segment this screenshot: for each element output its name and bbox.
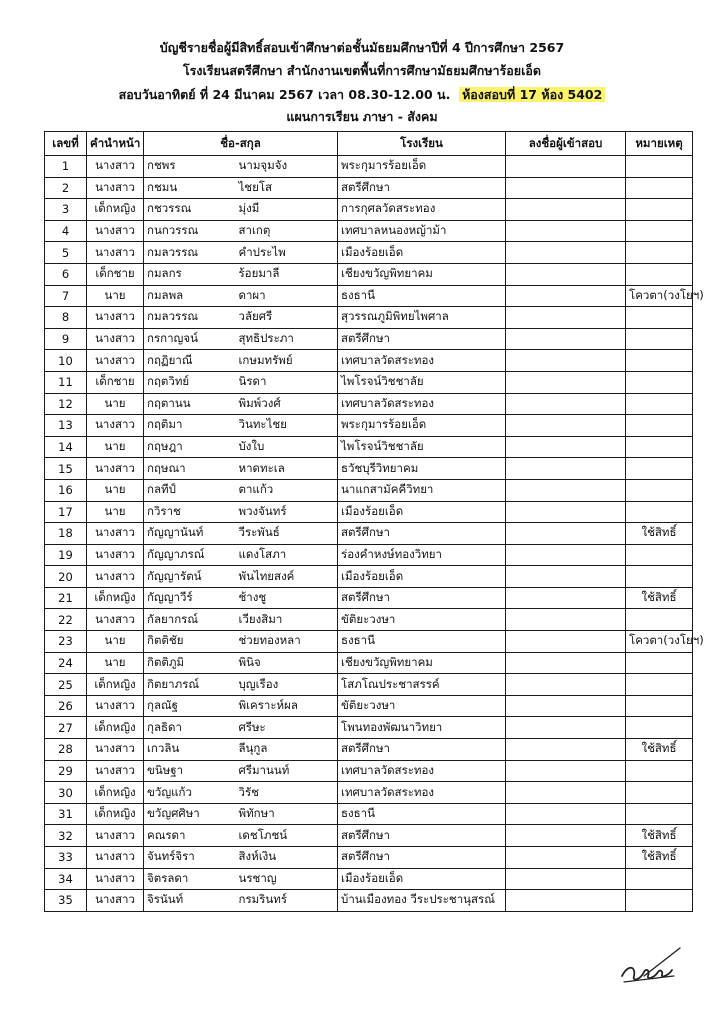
study-plan: แผนการเรียน ภาษา - สังคม [286, 109, 438, 124]
remark [626, 220, 693, 242]
signature-cell [506, 523, 626, 545]
signature-cell [506, 695, 626, 717]
first-name: ขวัญศศิษา [144, 803, 236, 825]
table-header-row [45, 132, 693, 156]
first-name: กัญญาวีร์ [144, 587, 236, 609]
table-row [45, 523, 693, 545]
first-name: กชมน [144, 177, 236, 199]
signature-cell [506, 458, 626, 480]
signature-cell [506, 825, 626, 847]
last-name: ศรีษะ [236, 717, 338, 739]
table-row [45, 371, 693, 393]
last-name: พิมพ์วงศ์ [236, 393, 338, 415]
first-name: กลทีป์ [144, 479, 236, 501]
row-number: 8 [45, 307, 87, 329]
last-name: วลัยศรี [236, 307, 338, 329]
table-row [45, 307, 693, 329]
table-row [45, 717, 693, 739]
table-row [45, 825, 693, 847]
row-number: 35 [45, 890, 87, 912]
signature-cell [506, 609, 626, 631]
first-name: กิตยาภรณ์ [144, 674, 236, 696]
last-name: เดชโภชน์ [236, 825, 338, 847]
school-name: สตรีศึกษา [338, 847, 506, 869]
remark [626, 760, 693, 782]
last-name: มุ่งมี [236, 199, 338, 221]
table-row [45, 458, 693, 480]
school-name: ร่องคำหงษ์ทองวิทยา [338, 544, 506, 566]
last-name: วีระพันธ์ [236, 523, 338, 545]
name-prefix: เด็กหญิง [87, 803, 144, 825]
first-name: กชพร [144, 156, 236, 178]
name-prefix: นางสาว [87, 847, 144, 869]
row-number: 34 [45, 868, 87, 890]
table-row [45, 782, 693, 804]
remark: ใช้สิทธิ์ [626, 587, 693, 609]
name-prefix: นางสาว [87, 739, 144, 761]
signature-cell [506, 220, 626, 242]
last-name: พิทักษา [236, 803, 338, 825]
school-name: สตรีศึกษา [338, 739, 506, 761]
row-number: 1 [45, 156, 87, 178]
school-name: ธวัชบุรีวิทยาคม [338, 458, 506, 480]
row-number: 30 [45, 782, 87, 804]
name-prefix: นางสาว [87, 242, 144, 264]
school-name: เมืองร้อยเอ็ด [338, 242, 506, 264]
first-name: กวิราช [144, 501, 236, 523]
school-name: โสภโณประชาสรรค์ [338, 674, 506, 696]
signature-cell [506, 479, 626, 501]
last-name: ช้างชู [236, 587, 338, 609]
name-prefix: นางสาว [87, 609, 144, 631]
first-name: กฤติมา [144, 415, 236, 437]
last-name: เวียงสิมา [236, 609, 338, 631]
table-row [45, 220, 693, 242]
school-name: ธงธานี [338, 285, 506, 307]
row-number: 33 [45, 847, 87, 869]
remark: ใช้สิทธิ์ [626, 847, 693, 869]
last-name: บังใบ [236, 436, 338, 458]
table-row [45, 566, 693, 588]
remark [626, 393, 693, 415]
remark [626, 177, 693, 199]
signature-cell [506, 890, 626, 912]
school-name: เทศบาลหนองหญ้าม้า [338, 220, 506, 242]
remark [626, 156, 693, 178]
last-name: นรชาญ [236, 868, 338, 890]
last-name: ไชยโส [236, 177, 338, 199]
row-number: 15 [45, 458, 87, 480]
table-row [45, 868, 693, 890]
last-name: ช่วยทองหลา [236, 631, 338, 653]
first-name: กฤตานน [144, 393, 236, 415]
remark [626, 501, 693, 523]
remark: ใช้สิทธิ์ [626, 523, 693, 545]
first-name: กมลพล [144, 285, 236, 307]
first-name: กัลยากรณ์ [144, 609, 236, 631]
remark [626, 652, 693, 674]
school-name: เทศบาลวัดสระทอง [338, 350, 506, 372]
candidate-table [44, 131, 704, 912]
remark [626, 242, 693, 264]
row-number: 21 [45, 587, 87, 609]
first-name: ขนิษฐา [144, 760, 236, 782]
first-name: กฤษณา [144, 458, 236, 480]
table-row [45, 328, 693, 350]
first-name: จันทร์จิรา [144, 847, 236, 869]
remark [626, 782, 693, 804]
name-prefix: นางสาว [87, 350, 144, 372]
signature-cell [506, 587, 626, 609]
table-row [45, 436, 693, 458]
school-name: พระกุมารร้อยเอ็ด [338, 156, 506, 178]
row-number: 11 [45, 371, 87, 393]
school-name: การกุศลวัดสระทอง [338, 199, 506, 221]
remark [626, 458, 693, 480]
school-name: พระกุมารร้อยเอ็ด [338, 415, 506, 437]
name-prefix: นางสาว [87, 825, 144, 847]
row-number: 18 [45, 523, 87, 545]
signature-cell [506, 803, 626, 825]
school-name: เชียงขวัญพิทยาคม [338, 652, 506, 674]
first-name: กมลวรรณ [144, 307, 236, 329]
table-row [45, 501, 693, 523]
first-name: กิตติชัย [144, 631, 236, 653]
row-number: 19 [45, 544, 87, 566]
handwritten-signature [616, 936, 688, 988]
row-number: 7 [45, 285, 87, 307]
school-name: ไพโรจน์วิชชาลัย [338, 371, 506, 393]
last-name: คำประไพ [236, 242, 338, 264]
first-name: กมลกร [144, 263, 236, 285]
table-row [45, 631, 693, 653]
first-name: กัญญาภรณ์ [144, 544, 236, 566]
last-name: บุญเรือง [236, 674, 338, 696]
row-number: 3 [45, 199, 87, 221]
remark: โควตา(วงโยฯ) [626, 285, 693, 307]
row-number: 32 [45, 825, 87, 847]
table-row [45, 285, 693, 307]
last-name: สิงห์เงิน [236, 847, 338, 869]
school-name: เมืองร้อยเอ็ด [338, 868, 506, 890]
row-number: 26 [45, 695, 87, 717]
signature-cell [506, 415, 626, 437]
remark [626, 307, 693, 329]
remark [626, 566, 693, 588]
signature-cell [506, 674, 626, 696]
first-name: จิตรลดา [144, 868, 236, 890]
table-row [45, 156, 693, 178]
name-prefix: เด็กชาย [87, 263, 144, 285]
exam-room-highlight: ห้องสอบที่ 17 ห้อง 5402 [459, 87, 605, 102]
signature-cell [506, 393, 626, 415]
table-row [45, 415, 693, 437]
row-number: 24 [45, 652, 87, 674]
remark [626, 717, 693, 739]
signature-cell [506, 868, 626, 890]
document-title: บัญชีรายชื่อผู้มีสิทธิ์สอบเข้าศึกษาต่อชั้นมัธยมศึกษาปีที่ 4 ปีการศึกษา 2567 [159, 40, 565, 55]
remark [626, 199, 693, 221]
name-prefix: เด็กหญิง [87, 674, 144, 696]
school-name: เมืองร้อยเอ็ด [338, 566, 506, 588]
table-row [45, 652, 693, 674]
signature-cell [506, 544, 626, 566]
row-number: 14 [45, 436, 87, 458]
school-name: เชียงขวัญพิทยาคม [338, 263, 506, 285]
name-prefix: เด็กหญิง [87, 587, 144, 609]
school-name: สุวรรณภูมิพิทยไพศาล [338, 307, 506, 329]
remark [626, 263, 693, 285]
signature-cell [506, 652, 626, 674]
first-name: กมลวรรณ [144, 242, 236, 264]
first-name: ขวัญแก้ว [144, 782, 236, 804]
school-subtitle: โรงเรียนสตรีศึกษา สำนักงานเขตพื้นที่การศึกษามัธยมศึกษาร้อยเอ็ด [182, 63, 542, 78]
remark [626, 695, 693, 717]
name-prefix: นางสาว [87, 156, 144, 178]
name-prefix: นาย [87, 285, 144, 307]
remark: โควตา(วงโยฯ) [626, 631, 693, 653]
first-name: กรกาญจน์ [144, 328, 236, 350]
name-prefix: นางสาว [87, 328, 144, 350]
school-name: ธงธานี [338, 803, 506, 825]
signature-cell [506, 156, 626, 178]
remark [626, 436, 693, 458]
last-name: พินิจ [236, 652, 338, 674]
school-name: บ้านเมืองทอง วีระประชานุสรณ์ [338, 890, 506, 912]
signature-cell [506, 501, 626, 523]
table-row [45, 803, 693, 825]
name-prefix: เด็กหญิง [87, 717, 144, 739]
first-name: กชวรรณ [144, 199, 236, 221]
signature-cell [506, 739, 626, 761]
name-prefix: นาย [87, 393, 144, 415]
school-name: เทศบาลวัดสระทอง [338, 393, 506, 415]
table-row [45, 479, 693, 501]
last-name: แดงโสภา [236, 544, 338, 566]
row-number: 28 [45, 739, 87, 761]
name-prefix: เด็กชาย [87, 371, 144, 393]
signature-cell [506, 199, 626, 221]
name-prefix: นางสาว [87, 566, 144, 588]
remark [626, 674, 693, 696]
signature-cell [506, 782, 626, 804]
table-body [45, 156, 704, 912]
first-name: จิรนันท์ [144, 890, 236, 912]
first-name: กฤษฎา [144, 436, 236, 458]
last-name: สุทธิประภา [236, 328, 338, 350]
school-name: โพนทองพัฒนาวิทยา [338, 717, 506, 739]
last-name: พันไทยสงค์ [236, 566, 338, 588]
signature-cell [506, 263, 626, 285]
table-row [45, 739, 693, 761]
signature-cell [506, 177, 626, 199]
name-prefix: นางสาว [87, 868, 144, 890]
signature-cell [506, 566, 626, 588]
name-prefix: นางสาว [87, 458, 144, 480]
name-prefix: นางสาว [87, 760, 144, 782]
table-row [45, 177, 693, 199]
remark: ใช้สิทธิ์ [626, 825, 693, 847]
row-number: 10 [45, 350, 87, 372]
signature-cell [506, 717, 626, 739]
exam-date-time: สอบวันอาทิตย์ ที่ 24 มีนาคม 2567 เวลา 08.30-12.00 น. [118, 87, 451, 102]
name-prefix: นางสาว [87, 890, 144, 912]
header-signature: ลงชื่อผู้เข้าสอบ [506, 132, 626, 156]
table-row [45, 674, 693, 696]
remark [626, 415, 693, 437]
name-prefix: นางสาว [87, 177, 144, 199]
first-name: คณรดา [144, 825, 236, 847]
remark [626, 544, 693, 566]
name-prefix: นาย [87, 631, 144, 653]
signature-cell [506, 242, 626, 264]
row-number: 13 [45, 415, 87, 437]
first-name: กฤตวิทย์ [144, 371, 236, 393]
signature-cell [506, 847, 626, 869]
table-row [45, 760, 693, 782]
last-name: กรมรินทร์ [236, 890, 338, 912]
row-number: 9 [45, 328, 87, 350]
header-school: โรงเรียน [338, 132, 506, 156]
school-name: ธงธานี [338, 631, 506, 653]
signature-cell [506, 307, 626, 329]
first-name: กุลณัฐ [144, 695, 236, 717]
remark [626, 803, 693, 825]
row-number: 6 [45, 263, 87, 285]
row-number: 5 [45, 242, 87, 264]
first-name: กัญญานันท์ [144, 523, 236, 545]
first-name: กุลธิดา [144, 717, 236, 739]
remark: ใช้สิทธิ์ [626, 739, 693, 761]
signature-cell [506, 328, 626, 350]
signature-cell [506, 371, 626, 393]
remark [626, 609, 693, 631]
school-name: ขัติยะวงษา [338, 609, 506, 631]
table-row [45, 847, 693, 869]
name-prefix: นางสาว [87, 523, 144, 545]
row-number: 23 [45, 631, 87, 653]
last-name: วินทะไชย [236, 415, 338, 437]
name-prefix: นางสาว [87, 220, 144, 242]
remark [626, 328, 693, 350]
school-name: สตรีศึกษา [338, 825, 506, 847]
name-prefix: นาย [87, 479, 144, 501]
name-prefix: นาย [87, 652, 144, 674]
school-name: ขัติยะวงษา [338, 695, 506, 717]
signature-cell [506, 760, 626, 782]
name-prefix: นางสาว [87, 695, 144, 717]
name-prefix: เด็กหญิง [87, 199, 144, 221]
header-title: คำนำหน้า [87, 132, 144, 156]
row-number: 16 [45, 479, 87, 501]
last-name: ลีนุกูล [236, 739, 338, 761]
last-name: นามจุมจัง [236, 156, 338, 178]
table-row [45, 609, 693, 631]
first-name: กัญญารัตน์ [144, 566, 236, 588]
name-prefix: นางสาว [87, 415, 144, 437]
row-number: 2 [45, 177, 87, 199]
row-number: 25 [45, 674, 87, 696]
last-name: วิรัช [236, 782, 338, 804]
header-name: ชื่อ-สกุล [144, 132, 338, 156]
signature-cell [506, 436, 626, 458]
remark [626, 868, 693, 890]
table-row [45, 890, 693, 912]
row-number: 31 [45, 803, 87, 825]
first-name: เกวลิน [144, 739, 236, 761]
exam-schedule [0, 85, 724, 105]
school-name: เทศบาลวัดสระทอง [338, 782, 506, 804]
table-row [45, 242, 693, 264]
name-prefix: เด็กหญิง [87, 782, 144, 804]
school-name: ไพโรจน์วิชชาลัย [338, 436, 506, 458]
row-number: 27 [45, 717, 87, 739]
last-name: ร้อยมาลี [236, 263, 338, 285]
school-name: เทศบาลวัดสระทอง [338, 760, 506, 782]
table-row [45, 544, 693, 566]
first-name: กนกวรรณ [144, 220, 236, 242]
signature-cell [506, 631, 626, 653]
row-number: 22 [45, 609, 87, 631]
table-row [45, 587, 693, 609]
header-remark: หมายเหตุ [626, 132, 693, 156]
table-row [45, 393, 693, 415]
row-number: 17 [45, 501, 87, 523]
signature-cell [506, 350, 626, 372]
table-row [45, 263, 693, 285]
name-prefix: นางสาว [87, 307, 144, 329]
name-prefix: นาย [87, 436, 144, 458]
first-name: กิตติภูมิ [144, 652, 236, 674]
last-name: นิรดา [236, 371, 338, 393]
signature-cell [506, 285, 626, 307]
school-name: เมืองร้อยเอ็ด [338, 501, 506, 523]
table-row [45, 695, 693, 717]
remark [626, 479, 693, 501]
last-name: ศรีมานนท์ [236, 760, 338, 782]
last-name: ตาแก้ว [236, 479, 338, 501]
first-name: กฤฏิยาณี [144, 350, 236, 372]
school-name: สตรีศึกษา [338, 523, 506, 545]
school-name: สตรีศึกษา [338, 177, 506, 199]
table-row [45, 350, 693, 372]
header-no: เลขที่ [45, 132, 87, 156]
row-number: 29 [45, 760, 87, 782]
row-number: 4 [45, 220, 87, 242]
last-name: หาดทะเล [236, 458, 338, 480]
name-prefix: นาย [87, 501, 144, 523]
row-number: 12 [45, 393, 87, 415]
school-name: สตรีศึกษา [338, 328, 506, 350]
school-name: สตรีศึกษา [338, 587, 506, 609]
name-prefix: นางสาว [87, 544, 144, 566]
table-row [45, 199, 693, 221]
last-name: พวงจันทร์ [236, 501, 338, 523]
last-name: พิเคราะห์ผล [236, 695, 338, 717]
last-name: ดาผา [236, 285, 338, 307]
remark [626, 371, 693, 393]
last-name: เกษมทรัพย์ [236, 350, 338, 372]
last-name: สาเกตุ [236, 220, 338, 242]
remark [626, 350, 693, 372]
row-number: 20 [45, 566, 87, 588]
school-name: นาแกสามัคคีวิทยา [338, 479, 506, 501]
remark [626, 890, 693, 912]
